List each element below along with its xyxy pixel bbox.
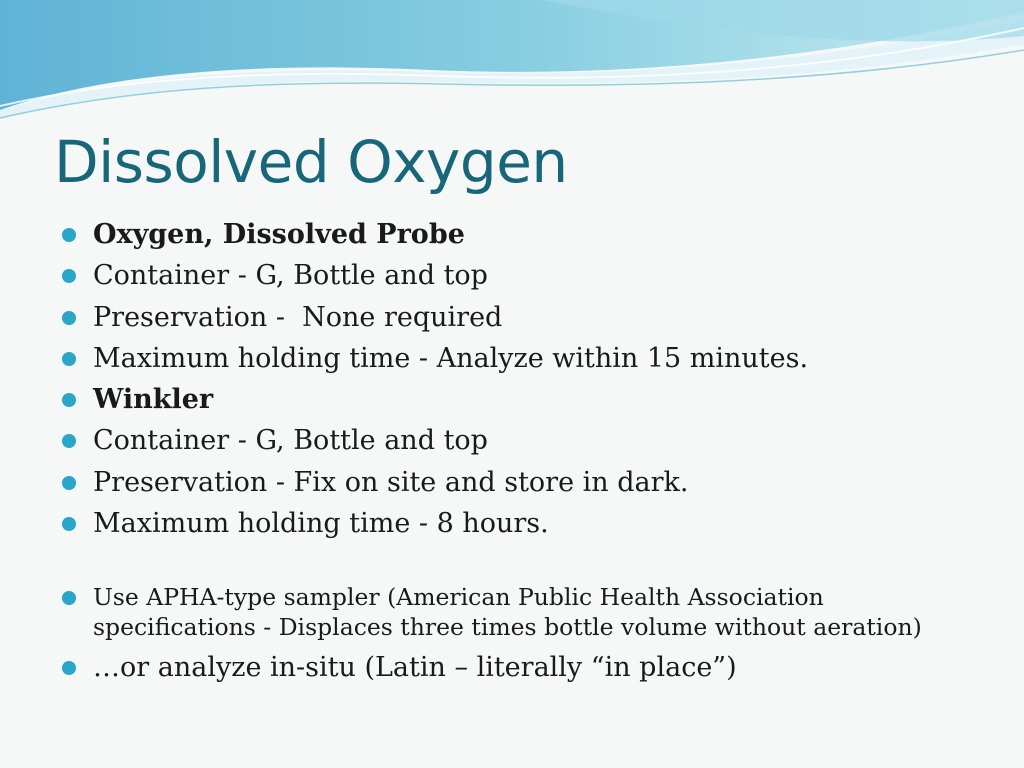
bullet-item xyxy=(60,582,980,642)
bullet-text: Container - G, Bottle and top xyxy=(93,425,488,457)
bullet-dot-icon xyxy=(62,228,76,242)
bullet-text: Oxygen, Dissolved Probe xyxy=(93,219,465,250)
bullet-item xyxy=(60,420,980,461)
bullet-dot-icon xyxy=(62,434,76,448)
bullet-text: Use APHA-type sampler (American Public Health Association specifications - Displaces three times bottle volume without aeration) xyxy=(93,583,922,642)
bullet-text: Maximum holding time - Analyze within 15 minutes. xyxy=(93,342,809,374)
bullet-text: Preservation - Fix on site and store in dark. xyxy=(93,466,689,498)
bullet-item xyxy=(60,503,980,544)
bullet-dot-icon xyxy=(62,269,76,283)
bullet-item xyxy=(60,462,980,503)
bullet-dot-icon xyxy=(62,352,76,366)
bullet-text: Maximum holding time - 8 hours. xyxy=(93,508,549,540)
slide-title: Dissolved Oxygen xyxy=(54,128,568,196)
bullet-text: Preservation - None required xyxy=(93,301,503,333)
bullet-dot-icon xyxy=(62,476,76,490)
bullet-dot-icon xyxy=(62,661,76,675)
bullet-dot-icon xyxy=(62,591,76,605)
bullet-item xyxy=(60,338,980,379)
header-wave-decoration xyxy=(0,0,1024,130)
bullet-text: Winkler xyxy=(93,384,214,416)
bullet-item xyxy=(60,255,980,296)
bullet-text: …or analyze in-situ (Latin – literally “in place”) xyxy=(93,652,737,684)
bullet-text: Container - G, Bottle and top xyxy=(93,260,488,292)
bullet-dot-icon xyxy=(62,311,76,325)
bullet-item xyxy=(60,297,980,338)
bullet-dot-icon xyxy=(62,517,76,531)
bullet-item xyxy=(60,647,980,688)
bullet-dot-icon xyxy=(62,393,76,407)
bullet-list xyxy=(60,214,980,688)
bullet-item xyxy=(60,379,980,420)
bullet-item xyxy=(60,214,980,255)
